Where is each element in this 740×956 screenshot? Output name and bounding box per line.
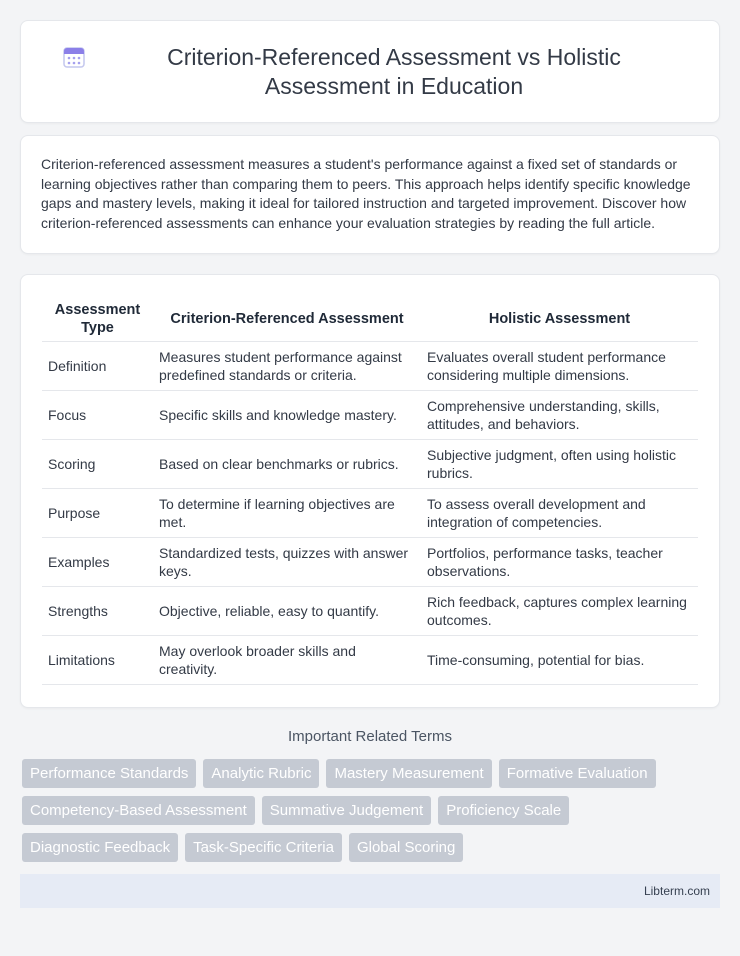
table-row	[42, 489, 698, 538]
related-terms-title: Important Related Terms	[288, 728, 452, 745]
table-header: Holistic Assessment	[421, 295, 698, 342]
related-term-chip[interactable]: Proficiency Scale	[438, 796, 569, 825]
row-label: Scoring	[42, 440, 153, 489]
table-header-row	[42, 295, 698, 342]
table-row	[42, 440, 698, 489]
header-card	[20, 20, 720, 123]
table-row	[42, 587, 698, 636]
row-label: Purpose	[42, 489, 153, 538]
table-cell: Standardized tests, quizzes with answer keys.	[153, 538, 421, 587]
table-cell: Measures student performance against predefined standards or criteria.	[153, 342, 421, 391]
table-cell: Based on clear benchmarks or rubrics.	[153, 440, 421, 489]
table-row	[42, 636, 698, 685]
related-term-chip[interactable]: Performance Standards	[22, 759, 196, 788]
table-cell: Portfolios, performance tasks, teacher observations.	[421, 538, 698, 587]
related-term-chip[interactable]: Competency-Based Assessment	[22, 796, 255, 825]
related-term-chip[interactable]: Task-Specific Criteria	[185, 833, 342, 862]
row-label: Focus	[42, 391, 153, 440]
intro-card	[20, 135, 720, 254]
table-cell: Time-consuming, potential for bias.	[421, 636, 698, 685]
table-cell: May overlook broader skills and creativity.	[153, 636, 421, 685]
related-term-chip[interactable]: Summative Judgement	[262, 796, 431, 825]
table-row	[42, 391, 698, 440]
related-term-chip[interactable]: Analytic Rubric	[203, 759, 319, 788]
related-term-chip[interactable]: Formative Evaluation	[499, 759, 656, 788]
table-cell: Objective, reliable, easy to quantify.	[153, 587, 421, 636]
related-term-chip[interactable]: Mastery Measurement	[326, 759, 491, 788]
related-term-chip[interactable]: Global Scoring	[349, 833, 463, 862]
intro-text: Criterion-referenced assessment measures a student's performance against a fixed set of standards or learning objectives rather than comparing them to peers. This approach helps identify specific knowledge gaps and mastery levels, making it ideal for tailored instruction and targeted improvement. Discover how criterion-referenced assessments can enhance your evaluation strategies by reading the full article.	[41, 156, 691, 231]
table-cell: Comprehensive understanding, skills, attitudes, and behaviors.	[421, 391, 698, 440]
table-cell: Subjective judgment, often using holistic rubrics.	[421, 440, 698, 489]
table-row	[42, 538, 698, 587]
page-title: Criterion-Referenced Assessment vs Holistic Assessment in Education	[167, 43, 621, 99]
related-terms-list	[20, 759, 720, 862]
row-label: Strengths	[42, 587, 153, 636]
table-row	[42, 342, 698, 391]
calendar-icon	[61, 44, 87, 70]
table-cell: Rich feedback, captures complex learning outcomes.	[421, 587, 698, 636]
table-header: Assessment Type	[42, 295, 153, 342]
row-label: Definition	[42, 342, 153, 391]
table-cell: To assess overall development and integration of competencies.	[421, 489, 698, 538]
footer	[20, 874, 720, 908]
related-term-chip[interactable]: Diagnostic Feedback	[22, 833, 178, 862]
footer-site-link[interactable]: Libterm.com	[643, 884, 710, 898]
comparison-table	[42, 295, 698, 685]
comparison-table-card	[20, 274, 720, 708]
table-cell: To determine if learning objectives are met.	[153, 489, 421, 538]
related-terms-section	[20, 728, 720, 862]
row-label: Examples	[42, 538, 153, 587]
row-label: Limitations	[42, 636, 153, 685]
table-header: Criterion-Referenced Assessment	[153, 295, 421, 342]
table-cell: Specific skills and knowledge mastery.	[153, 391, 421, 440]
table-cell: Evaluates overall student performance considering multiple dimensions.	[421, 342, 698, 391]
